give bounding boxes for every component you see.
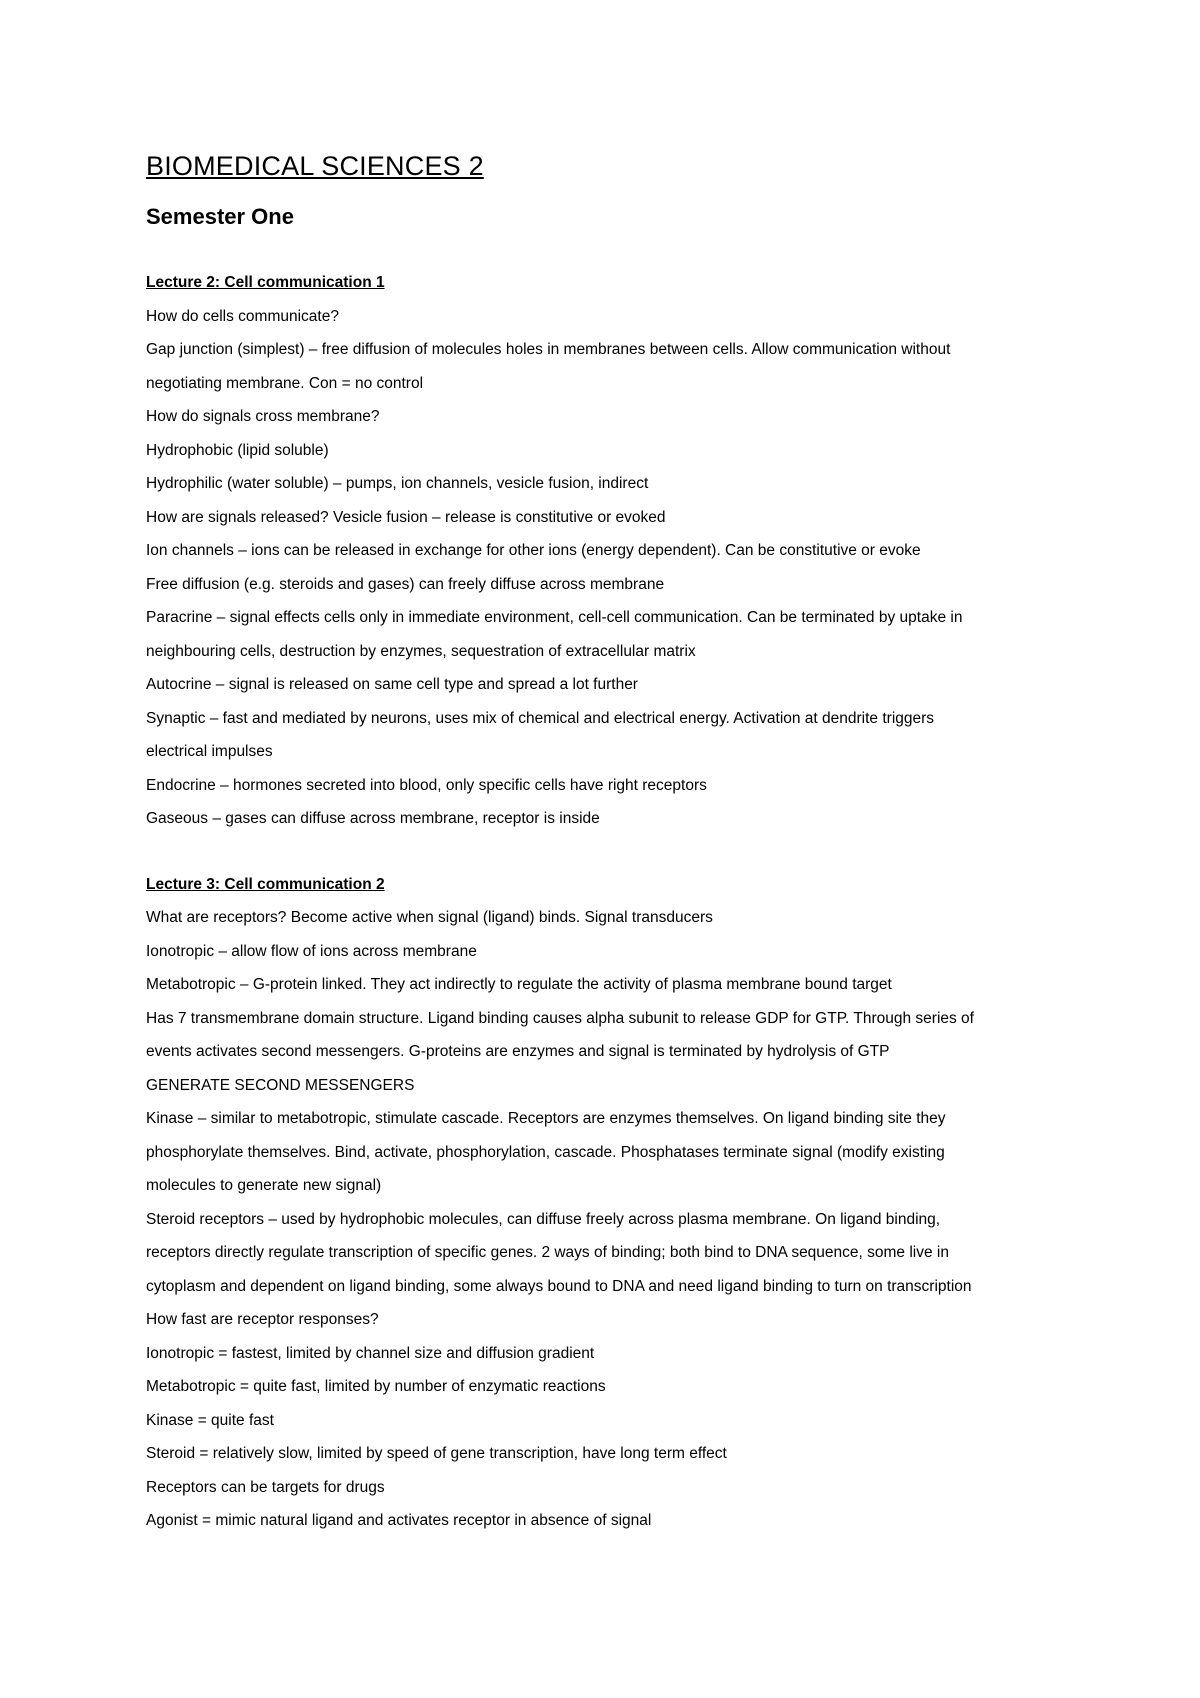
note-line: How are signals released? Vesicle fusion – release is constitutive or evoked [146,508,666,526]
note-line: How do signals cross membrane? [146,408,380,425]
note-line: Metabotropic = quite fast, limited by number of enzymatic reactions [146,1378,606,1395]
note-line: Gaseous – gases can diffuse across membrane, receptor is inside [146,810,600,827]
note-line: Receptors can be targets for drugs [146,1478,385,1496]
note-line: Kinase = quite fast [146,1411,274,1429]
note-line: Agonist = mimic natural ligand and activates receptor in absence of signal [146,1512,652,1529]
note-line: How do cells communicate? [146,307,339,325]
note-line: receptors directly regulate transcription of specific genes. 2 ways of binding; both bind to DNA sequence, some live in [146,1244,949,1261]
document-subtitle: Semester One [146,204,294,229]
lecture-section [146,266,1076,836]
note-line: Steroid receptors – used by hydrophobic molecules, can diffuse freely across plasma membrane. On ligand binding, [146,1210,941,1228]
note-line: negotiating membrane. Con = no control [146,374,424,392]
note-line: neighbouring cells, destruction by enzymes, sequestration of extracellular matrix [146,642,696,660]
note-line: Endocrine – hormones secreted into blood, only specific cells have right receptors [146,776,707,794]
note-line: Has 7 transmembrane domain structure. Ligand binding causes alpha subunit to release GDP for GTP. Through series of [146,1009,974,1027]
note-line: Synaptic – fast and mediated by neurons, uses mix of chemical and electrical energy. Activation at dendrite triggers [146,709,935,727]
note-line: Hydrophilic (water soluble) – pumps, ion channels, vesicle fusion, indirect [146,475,649,492]
note-line: What are receptors? Become active when signal (ligand) binds. Signal transducers [146,909,713,926]
lecture-heading: Lecture 3: Cell communication 2 [146,875,385,893]
lecture-heading: Lecture 2: Cell communication 1 [146,274,385,291]
note-line: electrical impulses [146,743,273,760]
note-line: Paracrine – signal effects cells only in immediate environment, cell-cell communication. Can be terminated by uptake in [146,609,963,626]
note-line: Ion channels – ions can be released in exchange for other ions (energy dependent). Can be constitutive or evoke [146,542,921,559]
note-line: Ionotropic = fastest, limited by channel size and diffusion gradient [146,1344,595,1362]
note-line: Steroid = relatively slow, limited by speed of gene transcription, have long term effect [146,1445,727,1462]
note-line: Metabotropic – G-protein linked. They act indirectly to regulate the activity of plasma membrane bound target [146,976,892,993]
note-line: phosphorylate themselves. Bind, activate, phosphorylation, cascade. Phosphatases terminate signal (modify existing [146,1143,945,1161]
note-line: Autocrine – signal is released on same cell type and spread a lot further [146,676,638,693]
lecture-section [146,868,1076,1538]
note-line: GENERATE SECOND MESSENGERS [146,1076,415,1094]
note-line: Ionotropic – allow flow of ions across membrane [146,942,477,960]
note-line: Gap junction (simplest) – free diffusion of molecules holes in membranes between cells. Allow communication without [146,341,951,358]
note-line: Hydrophobic (lipid soluble) [146,441,329,459]
document-page [146,148,1076,1538]
lecture-notes [146,901,1076,1538]
note-line: events activates second messengers. G-proteins are enzymes and signal is terminated by hydrolysis of GTP [146,1043,890,1060]
lecture-notes [146,300,1076,836]
note-line: molecules to generate new signal) [146,1177,382,1194]
note-line: How fast are receptor responses? [146,1311,379,1328]
note-line: cytoplasm and dependent on ligand binding, some always bound to DNA and need ligand binding to turn on transcription [146,1277,972,1295]
document-title: BIOMEDICAL SCIENCES 2 [146,151,484,181]
note-line: Kinase – similar to metabotropic, stimulate cascade. Receptors are enzymes themselves. On ligand binding site they [146,1110,946,1127]
lecture-sections [146,266,1076,1538]
note-line: Free diffusion (e.g. steroids and gases) can freely diffuse across membrane [146,575,665,593]
